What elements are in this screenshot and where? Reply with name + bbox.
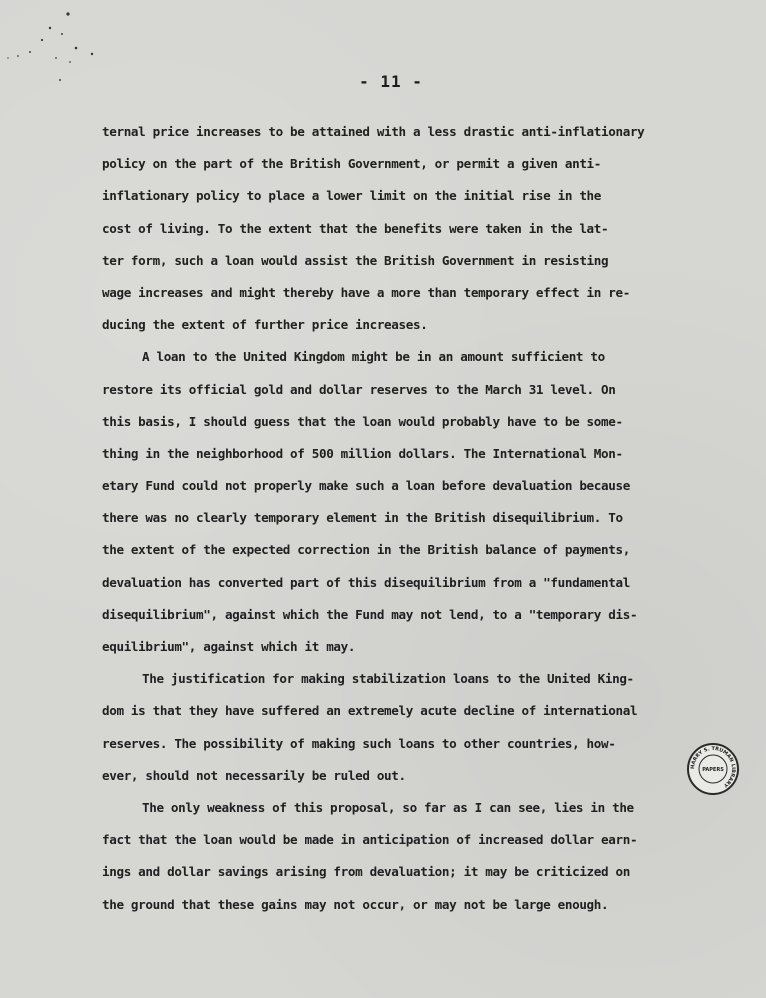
text-line: ings and dollar savings arising from devaluation; it may be criticized on: [102, 864, 630, 880]
text-line: the extent of the expected correction in the British balance of payments,: [102, 542, 630, 558]
text-line: wage increases and might thereby have a more than temporary effect in re-: [102, 284, 630, 300]
document-body: [102, 116, 708, 921]
text-line: ternal price increases to be attained with a less drastic anti-inflationary: [102, 124, 645, 139]
text-line: The justification for making stabilization loans to the United King-: [142, 671, 634, 687]
text-line: inflationary policy to place a lower limit on the initial rise in the: [102, 188, 602, 204]
text-line: The only weakness of this proposal, so far as I can see, lies in the: [142, 799, 634, 815]
stamp-center-text: PAPERS: [702, 767, 724, 773]
text-line: A loan to the United Kingdom might be in an amount sufficient to: [142, 349, 605, 365]
text-line: policy on the part of the British Government, or permit a given anti-: [102, 156, 602, 172]
text-line: ducing the extent of further price increases.: [102, 317, 428, 333]
text-line: equilibrium", against which it may.: [102, 639, 356, 654]
text-line: restore its official gold and dollar reserves to the March 31 level. On: [102, 381, 616, 397]
text-line: the ground that these gains may not occur, or may not be large enough.: [102, 896, 609, 912]
text-line: this basis, I should guess that the loan would probably have to be some-: [102, 413, 623, 429]
text-line: there was no clearly temporary element in the British disequilibrium. To: [102, 510, 623, 526]
library-seal-stamp: [686, 742, 740, 796]
text-line: fact that the loan would be made in anticipation of increased dollar earn-: [102, 832, 638, 848]
text-line: thing in the neighborhood of 500 million dollars. The International Mon-: [102, 445, 623, 461]
text-line: ever, should not necessarily be ruled out.: [102, 767, 406, 783]
text-line: cost of living. To the extent that the benefits were taken in the lat-: [102, 220, 609, 236]
text-line: dom is that they have suffered an extremely acute decline of international: [102, 703, 638, 719]
page-number: - 11 -: [359, 72, 423, 91]
text-line: devaluation has converted part of this disequilibrium from a "fundamental: [102, 574, 630, 590]
text-line: ter form, such a loan would assist the British Government in resisting: [102, 252, 609, 268]
text-line: disequilibrium", against which the Fund may not lend, to a "temporary dis-: [102, 606, 638, 622]
text-line: reserves. The possibility of making such loans to other countries, how-: [102, 735, 616, 751]
stamp-ring-text: HARRY S. TRUMAN LIBRARY: [689, 745, 737, 789]
text-line: etary Fund could not properly make such a loan before devaluation because: [102, 478, 630, 494]
